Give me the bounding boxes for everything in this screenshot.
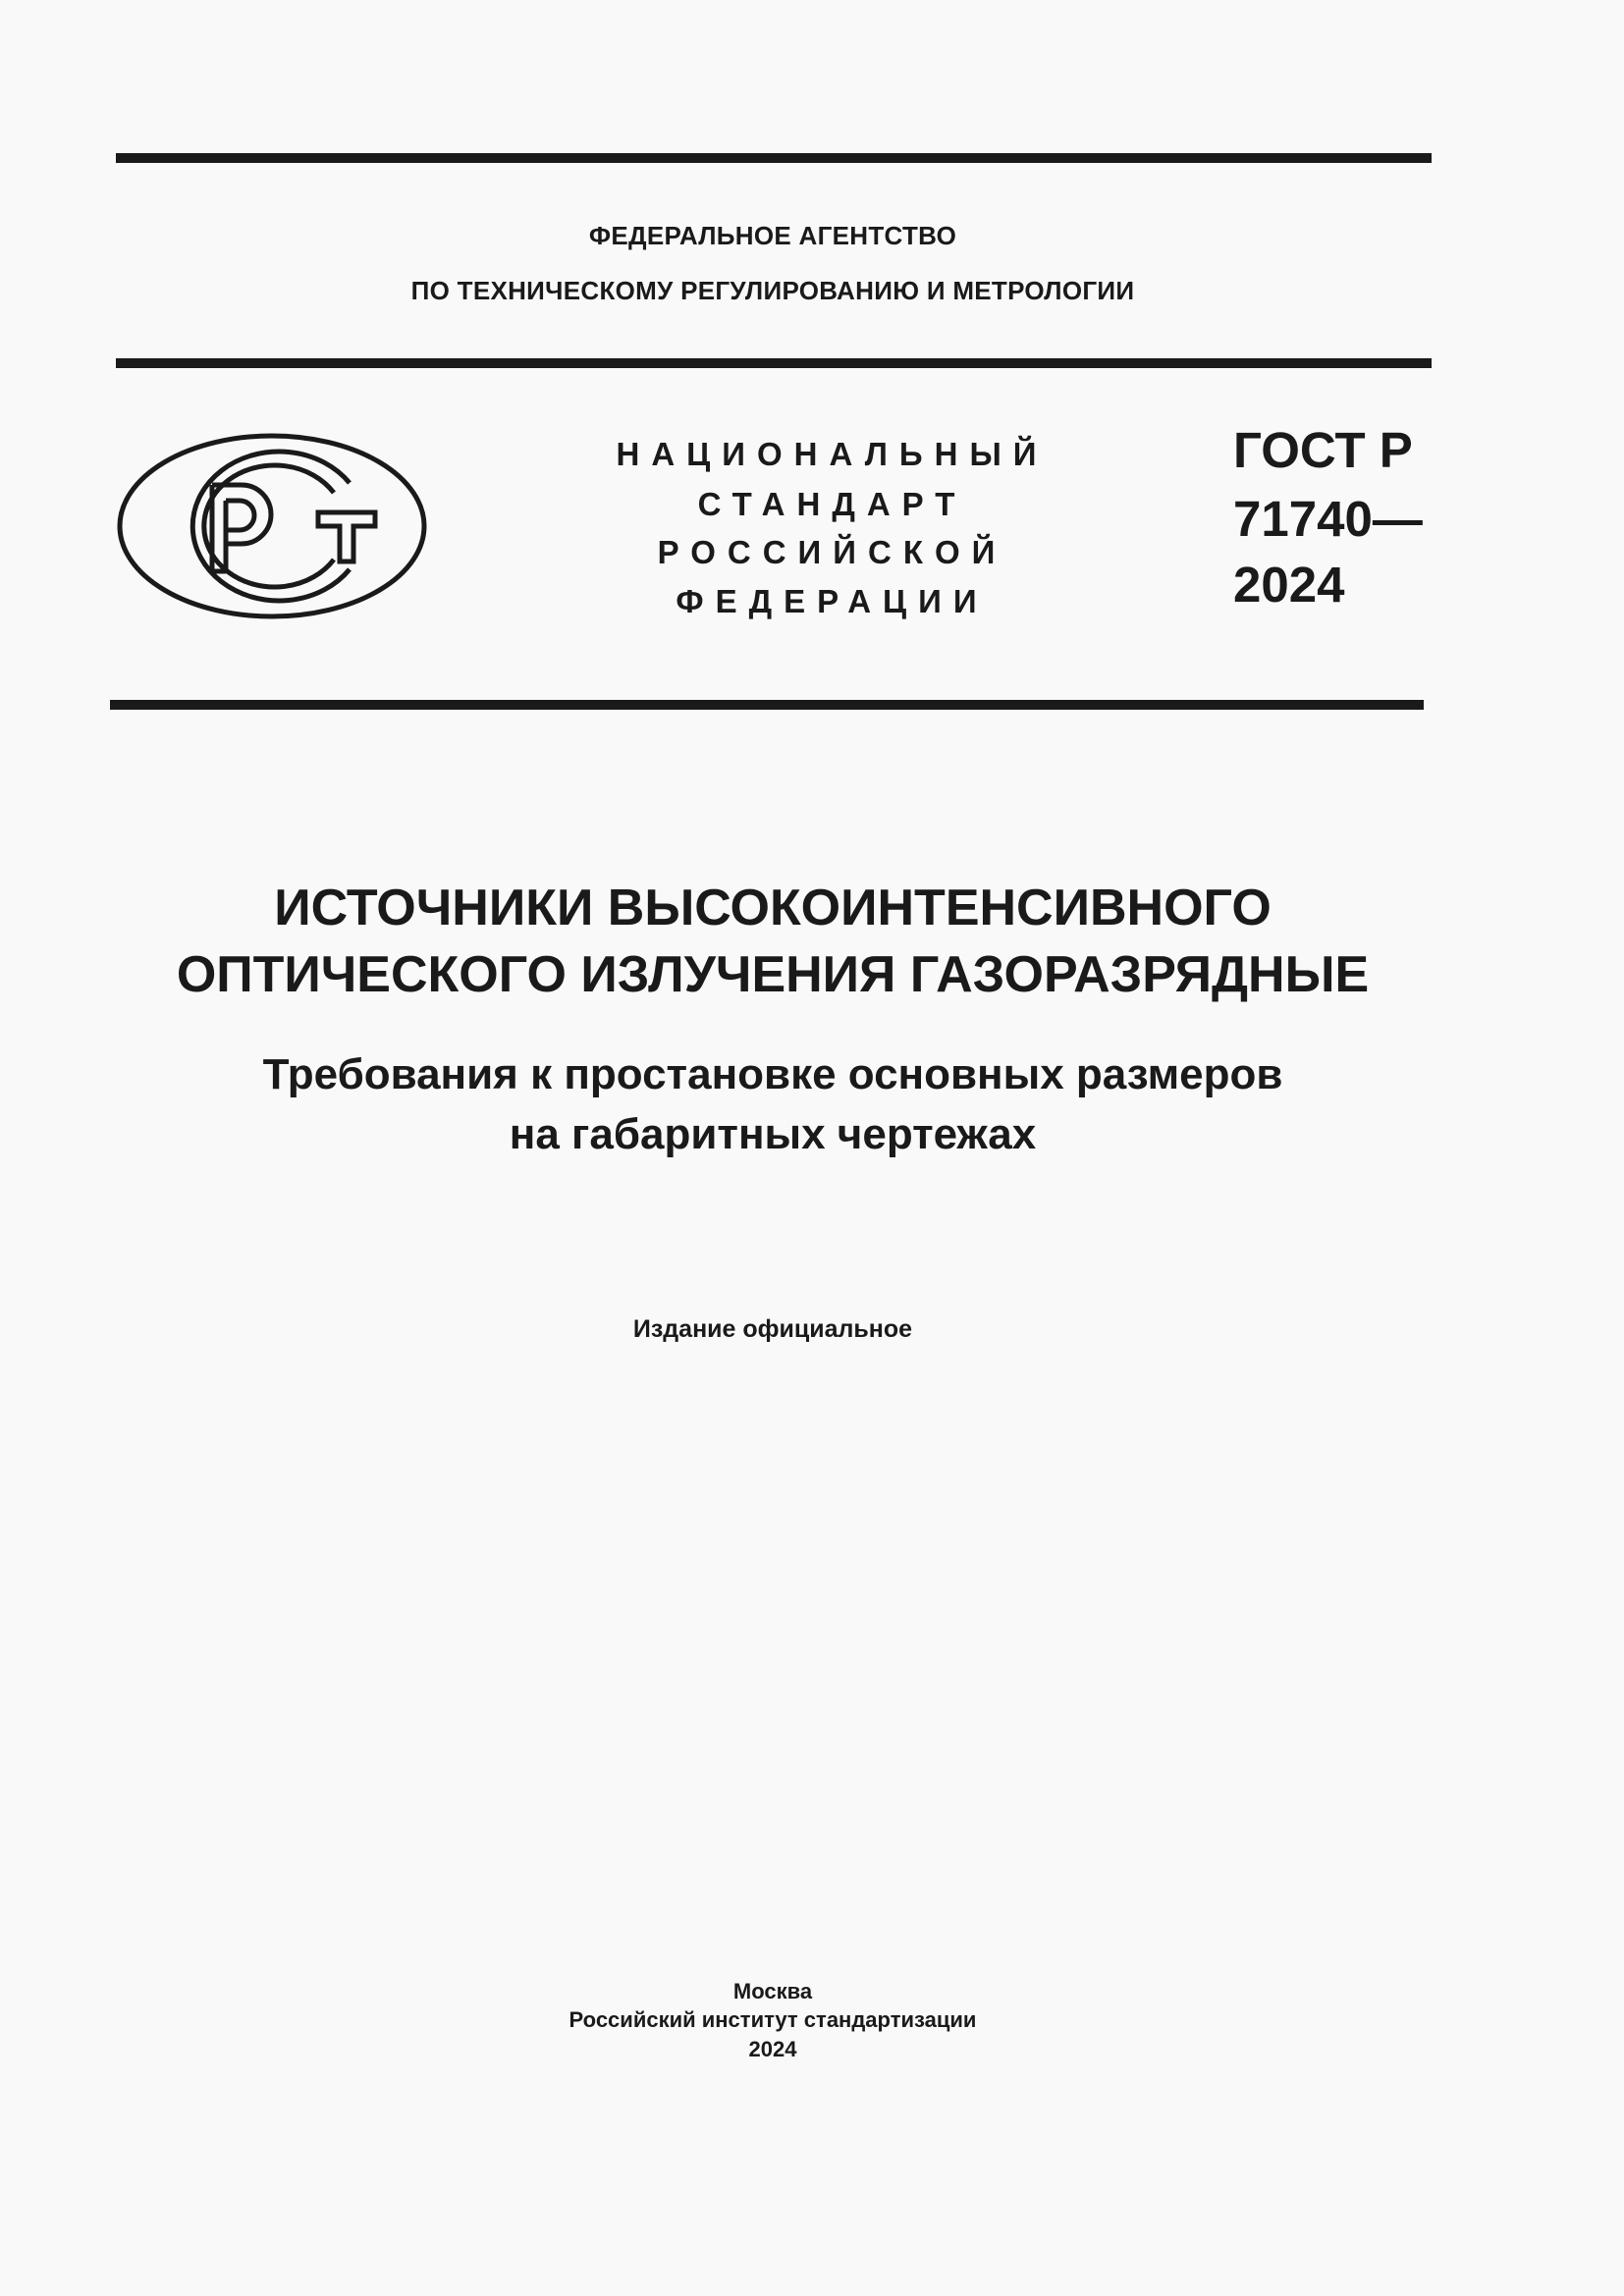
designation-line-3: 2024: [1233, 557, 1345, 613]
top-rule: [116, 153, 1432, 163]
designation-line-1: ГОСТ Р: [1233, 422, 1413, 478]
document-subtitle-line-2: на габаритных чертежах: [509, 1110, 1037, 1158]
standard-type-line-2: СТАНДАРТ: [697, 486, 967, 522]
agency-name-line-1: ФЕДЕРАЛЬНОЕ АГЕНТСТВО: [588, 221, 957, 250]
header-bottom-rule: [110, 700, 1424, 710]
designation-line-2: 71740—: [1233, 491, 1423, 547]
standard-type-line-1: НАЦИОНАЛЬНЫЙ: [616, 436, 1049, 472]
edition-note: Издание официальное: [632, 1315, 913, 1343]
rst-certification-mark-icon: [116, 432, 428, 620]
imprint-city: Москва: [732, 1979, 813, 2003]
imprint-publisher: Российский институт стандартизации: [568, 2007, 977, 2032]
imprint-year: 2024: [748, 2037, 797, 2061]
agency-name-line-2: ПО ТЕХНИЧЕСКОМУ РЕГУЛИРОВАНИЮ И МЕТРОЛОГИИ: [410, 276, 1135, 305]
document-title-line-1: ИСТОЧНИКИ ВЫСОКОИНТЕНСИВНОГО: [274, 880, 1272, 936]
document-subtitle-line-1: Требования к простановке основных размеров: [262, 1050, 1283, 1098]
standard-type-line-4: ФЕДЕРАЦИИ: [676, 583, 989, 619]
document-title-line-2: ОПТИЧЕСКОГО ИЗЛУЧЕНИЯ ГАЗОРАЗРЯДНЫЕ: [176, 946, 1370, 1003]
agency-rule: [116, 358, 1432, 368]
standard-type-line-3: РОССИЙСКОЙ: [657, 534, 1007, 570]
